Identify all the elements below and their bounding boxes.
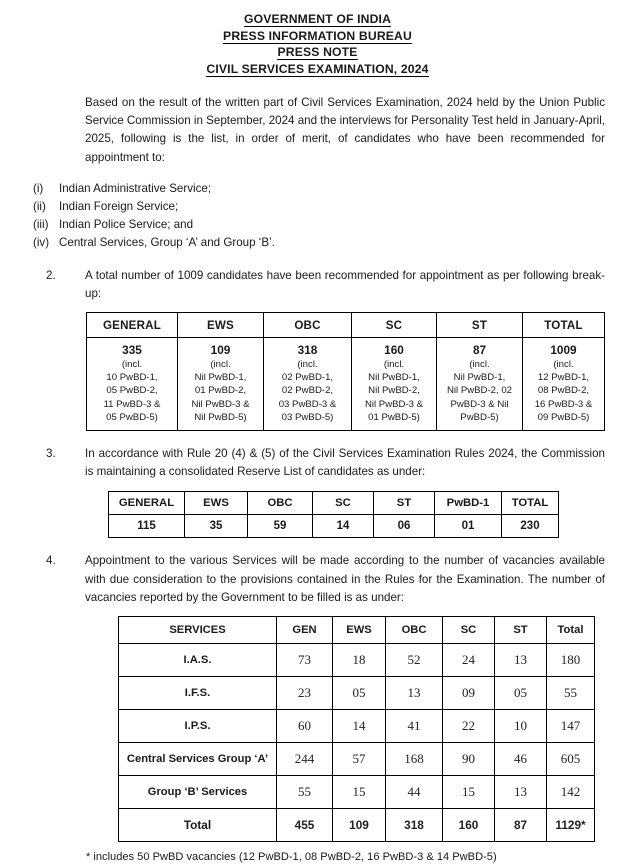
cell-gen: 60 <box>277 710 333 743</box>
list-item-label: Central Services, Group ‘A’ and Group ‘B’. <box>59 236 275 250</box>
section-4-text: Appointment to the various Services will be made according to the number of vacancies available with due consideration to the provisions contained in the Rules for the Examination. The number of vacancies reported by the Government to be filled is as under: <box>85 554 605 604</box>
cell-total-value: 318 <box>297 343 318 358</box>
cell-detail-value: (incl. Nil PwBD-1, Nil PwBD-2, 02 PwBD-3 & Nil PwBD-5) <box>446 359 513 423</box>
cell-total-value: 160 <box>384 343 404 358</box>
cell-ews: 14 <box>333 710 386 743</box>
cell-st: 06 <box>374 515 435 538</box>
list-item <box>33 216 635 234</box>
cell-gen: 455 <box>277 809 333 842</box>
cell-general: 115 <box>109 515 185 538</box>
intro-paragraph: Based on the result of the written part of Civil Services Examination, 2024 held by the Union Public Service Commission in September, 2024 and the interviews for Personality Test held in January-April, 2025, following is the list, in order of merit, of candidates who have been recommended for appointment to: <box>85 96 605 164</box>
cell-obc: 44 <box>386 776 443 809</box>
table-row <box>119 776 595 809</box>
column-header-ews: EWS <box>185 492 248 515</box>
cell-sc <box>352 338 437 431</box>
column-header-general: GENERAL <box>87 313 178 338</box>
header-line-exam-title: CIVIL SERVICES EXAMINATION, 2024 <box>206 61 429 76</box>
column-header-sc: SC <box>313 492 374 515</box>
column-header-total: TOTAL <box>523 313 605 338</box>
cell-service-name: I.F.S. <box>119 677 277 710</box>
table-row <box>119 677 595 710</box>
pwbd-footnote: * includes 50 PwBD vacancies (12 PwBD-1, 08 PwBD-2, 16 PwBD-3 & 14 PwBD-5) <box>86 851 497 864</box>
cell-gen: 55 <box>277 776 333 809</box>
cell-gen: 23 <box>277 677 333 710</box>
cell-obc: 41 <box>386 710 443 743</box>
table-row <box>87 338 605 431</box>
table-row-total <box>119 809 595 842</box>
column-header-st: ST <box>374 492 435 515</box>
cell-total: 605 <box>547 743 595 776</box>
table-header-row <box>119 617 595 644</box>
list-item-label: Indian Foreign Service; <box>59 200 179 214</box>
cell-sc: 24 <box>443 644 495 677</box>
list-item-marker: (i) <box>33 181 44 195</box>
list-item <box>33 180 635 198</box>
cell-sc: 90 <box>443 743 495 776</box>
cell-pwbd1: 01 <box>435 515 502 538</box>
table-row <box>119 644 595 677</box>
column-header-total: Total <box>547 617 595 644</box>
section-3 <box>46 445 605 481</box>
list-item-label: Indian Police Service; and <box>59 218 194 232</box>
cell-service-name: Total <box>119 809 277 842</box>
cell-total-value: 87 <box>472 343 487 358</box>
cell-sc: 160 <box>443 809 495 842</box>
cell-ews: 57 <box>333 743 386 776</box>
list-item <box>33 198 635 216</box>
header-line-press-note: PRESS NOTE <box>277 45 358 59</box>
list-item-label: Indian Administrative Service; <box>59 181 212 195</box>
cell-service-name: Group ‘B’ Services <box>119 776 277 809</box>
cell-total-value: 1009 <box>550 343 577 358</box>
column-header-obc: OBC <box>264 313 352 338</box>
cell-total: 1129* <box>547 809 595 842</box>
reserve-list-table <box>108 491 559 538</box>
cell-sc: 14 <box>313 515 374 538</box>
column-header-ews: EWS <box>333 617 386 644</box>
cell-gen: 73 <box>277 644 333 677</box>
cell-total: 147 <box>547 710 595 743</box>
cell-st: 10 <box>495 710 547 743</box>
cell-ews: 15 <box>333 776 386 809</box>
header-line-govt: GOVERNMENT OF INDIA <box>243 12 392 26</box>
column-header-sc: SC <box>443 617 495 644</box>
column-header-st: ST <box>437 313 523 338</box>
column-header-gen: GEN <box>277 617 333 644</box>
cell-obc: 13 <box>386 677 443 710</box>
column-header-obc: OBC <box>248 492 313 515</box>
table-row <box>109 515 559 538</box>
cell-sc: 22 <box>443 710 495 743</box>
cell-total: 142 <box>547 776 595 809</box>
header-line-pib: PRESS INFORMATION BUREAU <box>223 28 412 43</box>
cell-total <box>523 338 605 431</box>
cell-st: 46 <box>495 743 547 776</box>
cell-detail-value: (incl. 12 PwBD-1, 08 PwBD-2, 16 PwBD-3 & 09 PwBD-5) <box>534 359 593 423</box>
cell-total-value: 109 <box>210 343 231 358</box>
column-header-obc: OBC <box>386 617 443 644</box>
list-item-marker: (iii) <box>33 218 49 232</box>
cell-st: 87 <box>495 809 547 842</box>
column-header-sc: SC <box>352 313 437 338</box>
table-row <box>119 710 595 743</box>
cell-service-name: I.A.S. <box>119 644 277 677</box>
cell-obc: 52 <box>386 644 443 677</box>
column-header-pwbd1: PwBD-1 <box>435 492 502 515</box>
cell-detail-value: (incl. 10 PwBD-1, 05 PwBD-2, 11 PwBD-3 & 05 PwBD-5) <box>103 359 161 423</box>
cell-st: 05 <box>495 677 547 710</box>
recommended-breakup-table <box>86 312 605 431</box>
section-3-number: 3. <box>46 447 56 461</box>
column-header-st: ST <box>495 617 547 644</box>
column-header-general: GENERAL <box>109 492 185 515</box>
cell-detail-value: (incl. Nil PwBD-1, Nil PwBD-2, Nil PwBD-3 & 01 PwBD-5) <box>364 359 424 423</box>
cell-service-name: Central Services Group ‘A’ <box>119 743 277 776</box>
section-3-text: In accordance with Rule 20 (4) & (5) of the Civil Services Examination Rules 2024, the Commission is maintaining a consolidated Reserve List of candidates as under: <box>85 447 605 479</box>
cell-general <box>87 338 178 431</box>
cell-detail-value: (incl. Nil PwBD-1, 01 PwBD-2, Nil PwBD-3 & Nil PwBD-5) <box>191 359 250 423</box>
cell-sc: 15 <box>443 776 495 809</box>
cell-ews: 35 <box>185 515 248 538</box>
table-header-row <box>87 313 605 338</box>
cell-total: 180 <box>547 644 595 677</box>
cell-ews: 05 <box>333 677 386 710</box>
cell-obc: 318 <box>386 809 443 842</box>
cell-detail-value: (incl. 02 PwBD-1, 02 PwBD-2, 03 PwBD-3 & 03 PwBD-5) <box>278 359 337 423</box>
section-2-number: 2. <box>46 268 56 282</box>
cell-service-name: I.P.S. <box>119 710 277 743</box>
section-2 <box>46 267 605 303</box>
column-header-ews: EWS <box>178 313 264 338</box>
cell-obc: 168 <box>386 743 443 776</box>
cell-ews <box>178 338 264 431</box>
cell-obc <box>264 338 352 431</box>
cell-gen: 244 <box>277 743 333 776</box>
cell-obc: 59 <box>248 515 313 538</box>
cell-ews: 109 <box>333 809 386 842</box>
table-header-row <box>109 492 559 515</box>
list-item-marker: (ii) <box>33 200 46 214</box>
cell-st: 13 <box>495 776 547 809</box>
cell-total: 55 <box>547 677 595 710</box>
list-item <box>33 234 635 252</box>
section-4-number: 4. <box>46 554 56 568</box>
section-2-text: A total number of 1009 candidates have been recommended for appointment as per following break-up: <box>85 268 605 300</box>
cell-ews: 18 <box>333 644 386 677</box>
section-4 <box>46 552 605 607</box>
cell-total-value: 335 <box>122 343 142 358</box>
table-row <box>119 743 595 776</box>
column-header-total: TOTAL <box>502 492 559 515</box>
cell-st <box>437 338 523 431</box>
cell-sc: 09 <box>443 677 495 710</box>
cell-st: 13 <box>495 644 547 677</box>
column-header-services: SERVICES <box>119 617 277 644</box>
cell-total: 230 <box>502 515 559 538</box>
vacancies-table <box>118 616 595 842</box>
list-item-marker: (iv) <box>33 236 50 250</box>
services-roman-list <box>0 180 635 253</box>
document-header <box>0 0 635 77</box>
